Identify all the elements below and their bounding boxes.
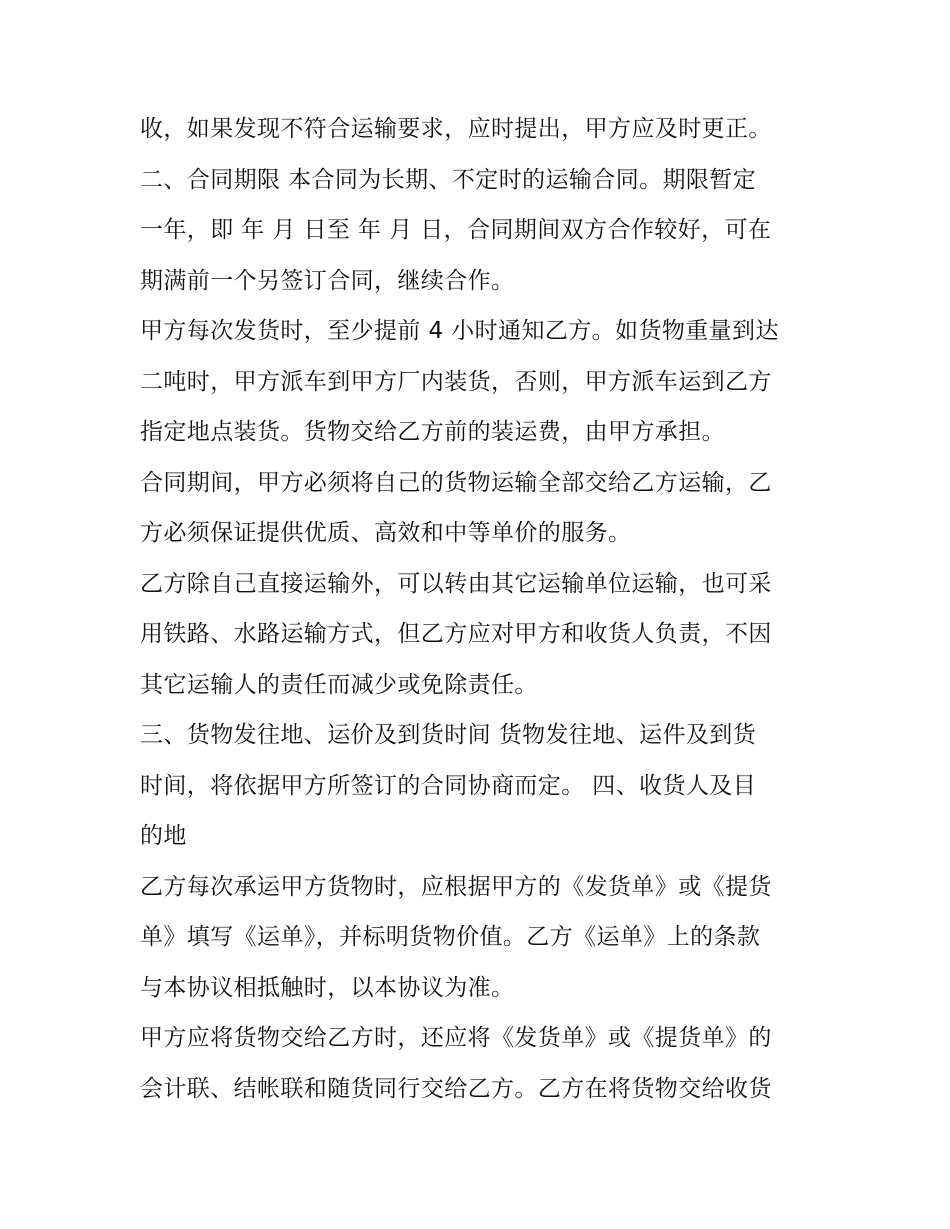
text-line-5: 甲方每次发货时，至少提前 4 小时通知乙方。如货物重量到达 xyxy=(140,318,779,344)
text-line-4: 期满前一个另签订合同，继续合作。 xyxy=(140,267,515,294)
document-body xyxy=(140,104,820,1114)
text-line-3: 一年，即 年 月 日至 年 月 日，合同期间双方合作较好，可在 xyxy=(140,217,772,243)
text-line-8: 合同期间，甲方必须将自己的货物运输全部交给乙方运输，乙 xyxy=(140,469,772,496)
text-line-16: 乙方每次承运甲方货物时，应根据甲方的《发货单》或《提货 xyxy=(140,873,772,900)
text-line-18: 与本协议相抵触时，以本协议为准。 xyxy=(140,974,515,1001)
text-line-19: 甲方应将货物交给乙方时，还应将《发货单》或《提货单》的 xyxy=(140,1025,772,1051)
text-line-12: 其它运输人的责任而减少或免除责任。 xyxy=(140,671,538,698)
text-line-13: 三、货物发往地、运价及到货时间 货物发往地、运件及到货 xyxy=(140,722,757,748)
text-line-7: 指定地点装货。货物交给乙方前的装运费，由甲方承担。 xyxy=(140,419,725,445)
text-line-11: 用铁路、水路运输方式，但乙方应对甲方和收货人负责，不因 xyxy=(140,621,772,647)
text-line-20: 会计联、结帐联和随货同行交给乙方。乙方在将货物交给收货 xyxy=(140,1075,772,1102)
text-line-9: 方必须保证提供优质、高效和中等单价的服务。 xyxy=(140,520,632,546)
text-line-2: 二、合同期限 本合同为长期、不定时的运输合同。期限暂定 xyxy=(140,166,757,193)
text-line-1: 收，如果发现不符合运输要求，应时提出，甲方应及时更正。 xyxy=(140,116,772,142)
text-line-10: 乙方除自己直接运输外，可以转由其它运输单位运输，也可采 xyxy=(140,570,772,597)
text-line-6: 二吨时，甲方派车到甲方厂内装货，否则，甲方派车运到乙方 xyxy=(140,368,772,395)
text-line-15: 的地 xyxy=(140,823,187,849)
text-line-14: 时间，将依据甲方所签订的合同协商而定。 四、收货人及目 xyxy=(140,772,757,799)
text-line-17: 单》填写《运单》，并标明货物价值。乙方《运单》上的条款 xyxy=(140,924,761,950)
